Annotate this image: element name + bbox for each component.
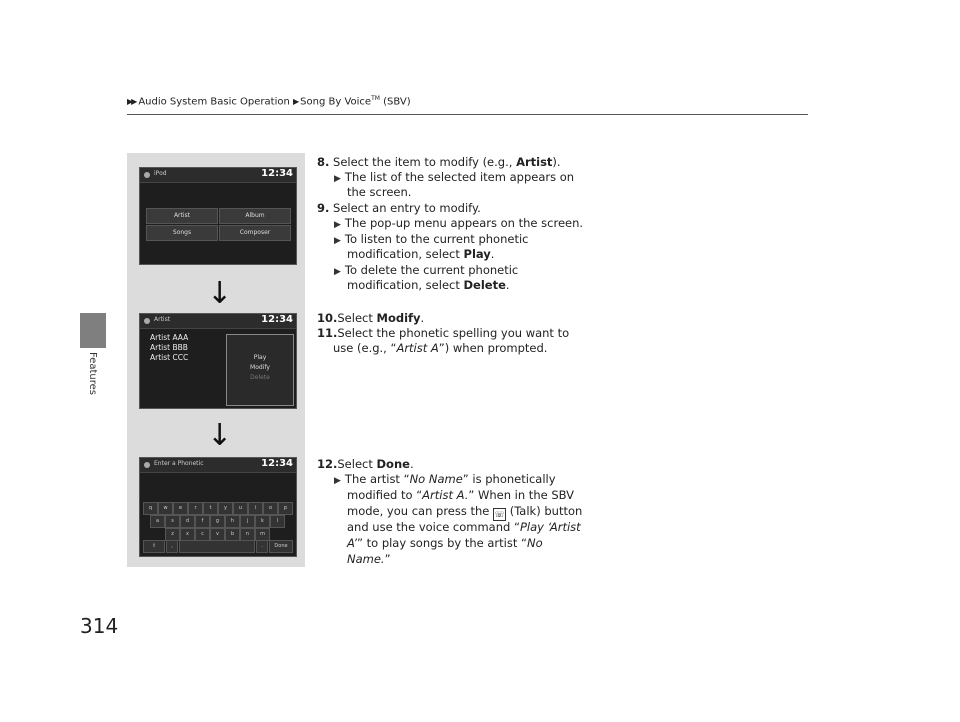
step-emphasis: Modify (376, 311, 421, 325)
step-italic: No Name (409, 472, 463, 486)
step-text: The artist “ (344, 472, 410, 486)
album-button[interactable]: Album (219, 208, 291, 224)
step-emphasis: Done (376, 457, 410, 471)
step-italic: Artist A. (422, 488, 469, 502)
step-text: use (e.g., “ (333, 341, 397, 355)
step-text: ”) when prompted. (438, 341, 548, 355)
header-divider (127, 114, 808, 115)
result-arrow-icon: ▶ (334, 174, 341, 184)
step-9-play-note-cont (347, 247, 494, 262)
key-x[interactable]: x (180, 528, 195, 541)
side-tab-label (86, 352, 100, 402)
step-emphasis: Delete (463, 278, 506, 292)
step-12 (317, 457, 414, 472)
breadcrumb-arrow-icon: ▶▶ (127, 97, 136, 107)
step-text: . (409, 457, 414, 471)
screen-title: Artist (154, 316, 171, 323)
screen-title-bar (140, 458, 296, 473)
step-12-result (334, 472, 556, 489)
key-g[interactable]: g (210, 515, 225, 528)
key-v[interactable]: v (210, 528, 225, 541)
step-text: mode, you can press the (347, 504, 494, 518)
play-menu-item[interactable]: Play (253, 354, 267, 361)
step-text: ). (552, 155, 561, 169)
step-italic: Artist A (396, 341, 439, 355)
step-12-line-3 (347, 504, 582, 521)
list-item[interactable]: Artist AAA (150, 333, 189, 342)
key-b[interactable]: b (225, 528, 240, 541)
step-text: ” When in the SBV (468, 488, 575, 502)
popup-menu (226, 334, 294, 406)
step-9 (317, 201, 481, 216)
step-9-delete-note-cont (347, 278, 510, 293)
step-text: To delete the current phonetic (344, 263, 519, 277)
key-a[interactable]: a (150, 515, 165, 528)
step-12-line-5 (347, 536, 543, 551)
source-icon (144, 172, 150, 178)
step-8 (317, 155, 561, 170)
key-s[interactable]: s (165, 515, 180, 528)
step-text: ” (384, 552, 391, 566)
key-m[interactable]: m (255, 528, 270, 541)
down-arrow-icon: ↓ (207, 276, 233, 311)
step-number: 8. (317, 155, 330, 169)
key-i[interactable]: i (248, 502, 263, 515)
step-text: Select the item to modify (e.g., (329, 155, 517, 169)
key-t[interactable]: t (203, 502, 218, 515)
step-text: (Talk) button (506, 504, 583, 518)
screen-title-bar (140, 314, 296, 329)
done-key[interactable]: Done (269, 540, 293, 553)
delete-menu-item[interactable]: Delete (250, 374, 270, 381)
comma-key[interactable]: , (166, 540, 178, 553)
step-text: modification, select (347, 278, 464, 292)
key-r[interactable]: r (188, 502, 203, 515)
key-z[interactable]: z (165, 528, 180, 541)
breadcrumb-item[interactable]: Song By Voice (300, 96, 372, 108)
result-arrow-icon: ▶ (334, 267, 341, 277)
key-h[interactable]: h (225, 515, 240, 528)
list-item[interactable]: Artist BBB (150, 343, 188, 352)
step-12-line-6 (347, 552, 391, 567)
clock: 12:34 (261, 168, 293, 179)
key-o[interactable]: o (263, 502, 278, 515)
step-9-result (334, 216, 583, 233)
key-u[interactable]: u (233, 502, 248, 515)
step-text: . (490, 247, 495, 261)
modify-menu-item[interactable]: Modify (250, 364, 270, 371)
step-text: ” is phonetically (462, 472, 556, 486)
songs-button[interactable]: Songs (146, 225, 218, 241)
key-p[interactable]: p (278, 502, 293, 515)
step-text: Select (337, 311, 377, 325)
step-text: Select an entry to modify. (329, 201, 481, 215)
screen-title: Enter a Phonetic (154, 460, 204, 467)
step-text: ” to play songs by the artist “ (357, 536, 527, 550)
step-text: Select (337, 457, 377, 471)
screen-title-bar (140, 168, 296, 183)
step-text: . (505, 278, 510, 292)
key-f[interactable]: f (195, 515, 210, 528)
key-l[interactable]: l (270, 515, 285, 528)
phonetic-keyboard-screen (139, 457, 297, 557)
step-text: . (420, 311, 425, 325)
step-10 (317, 311, 424, 326)
step-text: modification, select (347, 247, 464, 261)
step-italic: No (526, 536, 543, 550)
key-n[interactable]: n (240, 528, 255, 541)
breadcrumb-item[interactable]: Audio System Basic Operation (138, 96, 290, 108)
clock: 12:34 (261, 314, 293, 325)
step-12-line-4 (347, 520, 581, 535)
period-key[interactable]: . (256, 540, 268, 553)
step-text: The list of the selected item appears on (344, 170, 575, 184)
key-c[interactable]: c (195, 528, 210, 541)
ipod-screen (139, 167, 297, 265)
artist-list (150, 333, 188, 363)
source-icon (144, 318, 150, 324)
artist-screen (139, 313, 297, 409)
list-item[interactable]: Artist CCC (150, 353, 189, 362)
key-d[interactable]: d (180, 515, 195, 528)
page-number: 314 (80, 614, 119, 638)
step-number: 12. (317, 457, 338, 471)
step-text: and use the voice command “ (347, 520, 520, 534)
breadcrumb-arrow-icon: ▶ (293, 97, 298, 107)
result-arrow-icon: ▶ (334, 236, 341, 246)
step-text: The pop-up menu appears on the screen. (344, 216, 584, 230)
source-icon (144, 462, 150, 468)
key-y[interactable]: y (218, 502, 233, 515)
space-key[interactable] (179, 540, 255, 553)
step-number: 11. (317, 326, 338, 340)
step-number: 10. (317, 311, 338, 325)
talk-button-icon: ☏ (494, 510, 505, 519)
step-11 (317, 326, 569, 341)
key-w[interactable]: w (158, 502, 173, 515)
side-tab-text: Features (87, 352, 98, 395)
shift-key[interactable]: ⇧ (143, 540, 165, 553)
step-emphasis: Artist (516, 155, 553, 169)
down-arrow-icon: ↓ (207, 418, 233, 453)
step-italic: Play ‘Artist (519, 520, 581, 534)
step-11-cont (333, 341, 547, 356)
key-e[interactable]: e (173, 502, 188, 515)
trademark: TM (371, 95, 380, 102)
key-j[interactable]: j (240, 515, 255, 528)
screenshot-column (127, 153, 305, 567)
step-italic: Name. (347, 552, 385, 566)
breadcrumb-item-suffix: (SBV) (379, 96, 411, 108)
screen-title: iPod (154, 170, 167, 177)
clock: 12:34 (261, 458, 293, 469)
result-arrow-icon: ▶ (334, 220, 341, 230)
step-text: Select the phonetic spelling you want to (337, 326, 570, 340)
step-text: To listen to the current phonetic (344, 232, 529, 246)
step-text: modified to “ (347, 488, 423, 502)
step-12-line-2 (347, 488, 574, 503)
chapter-tab (80, 313, 106, 348)
composer-button[interactable]: Composer (219, 225, 291, 241)
step-emphasis: Play (463, 247, 491, 261)
step-italic: A’ (347, 536, 357, 550)
breadcrumb (127, 95, 411, 107)
key-q[interactable]: q (143, 502, 158, 515)
result-arrow-icon: ▶ (334, 476, 341, 486)
step-number: 9. (317, 201, 330, 215)
step-8-result-cont: the screen. (347, 185, 412, 199)
key-k[interactable]: k (255, 515, 270, 528)
artist-button[interactable]: Artist (146, 208, 218, 224)
